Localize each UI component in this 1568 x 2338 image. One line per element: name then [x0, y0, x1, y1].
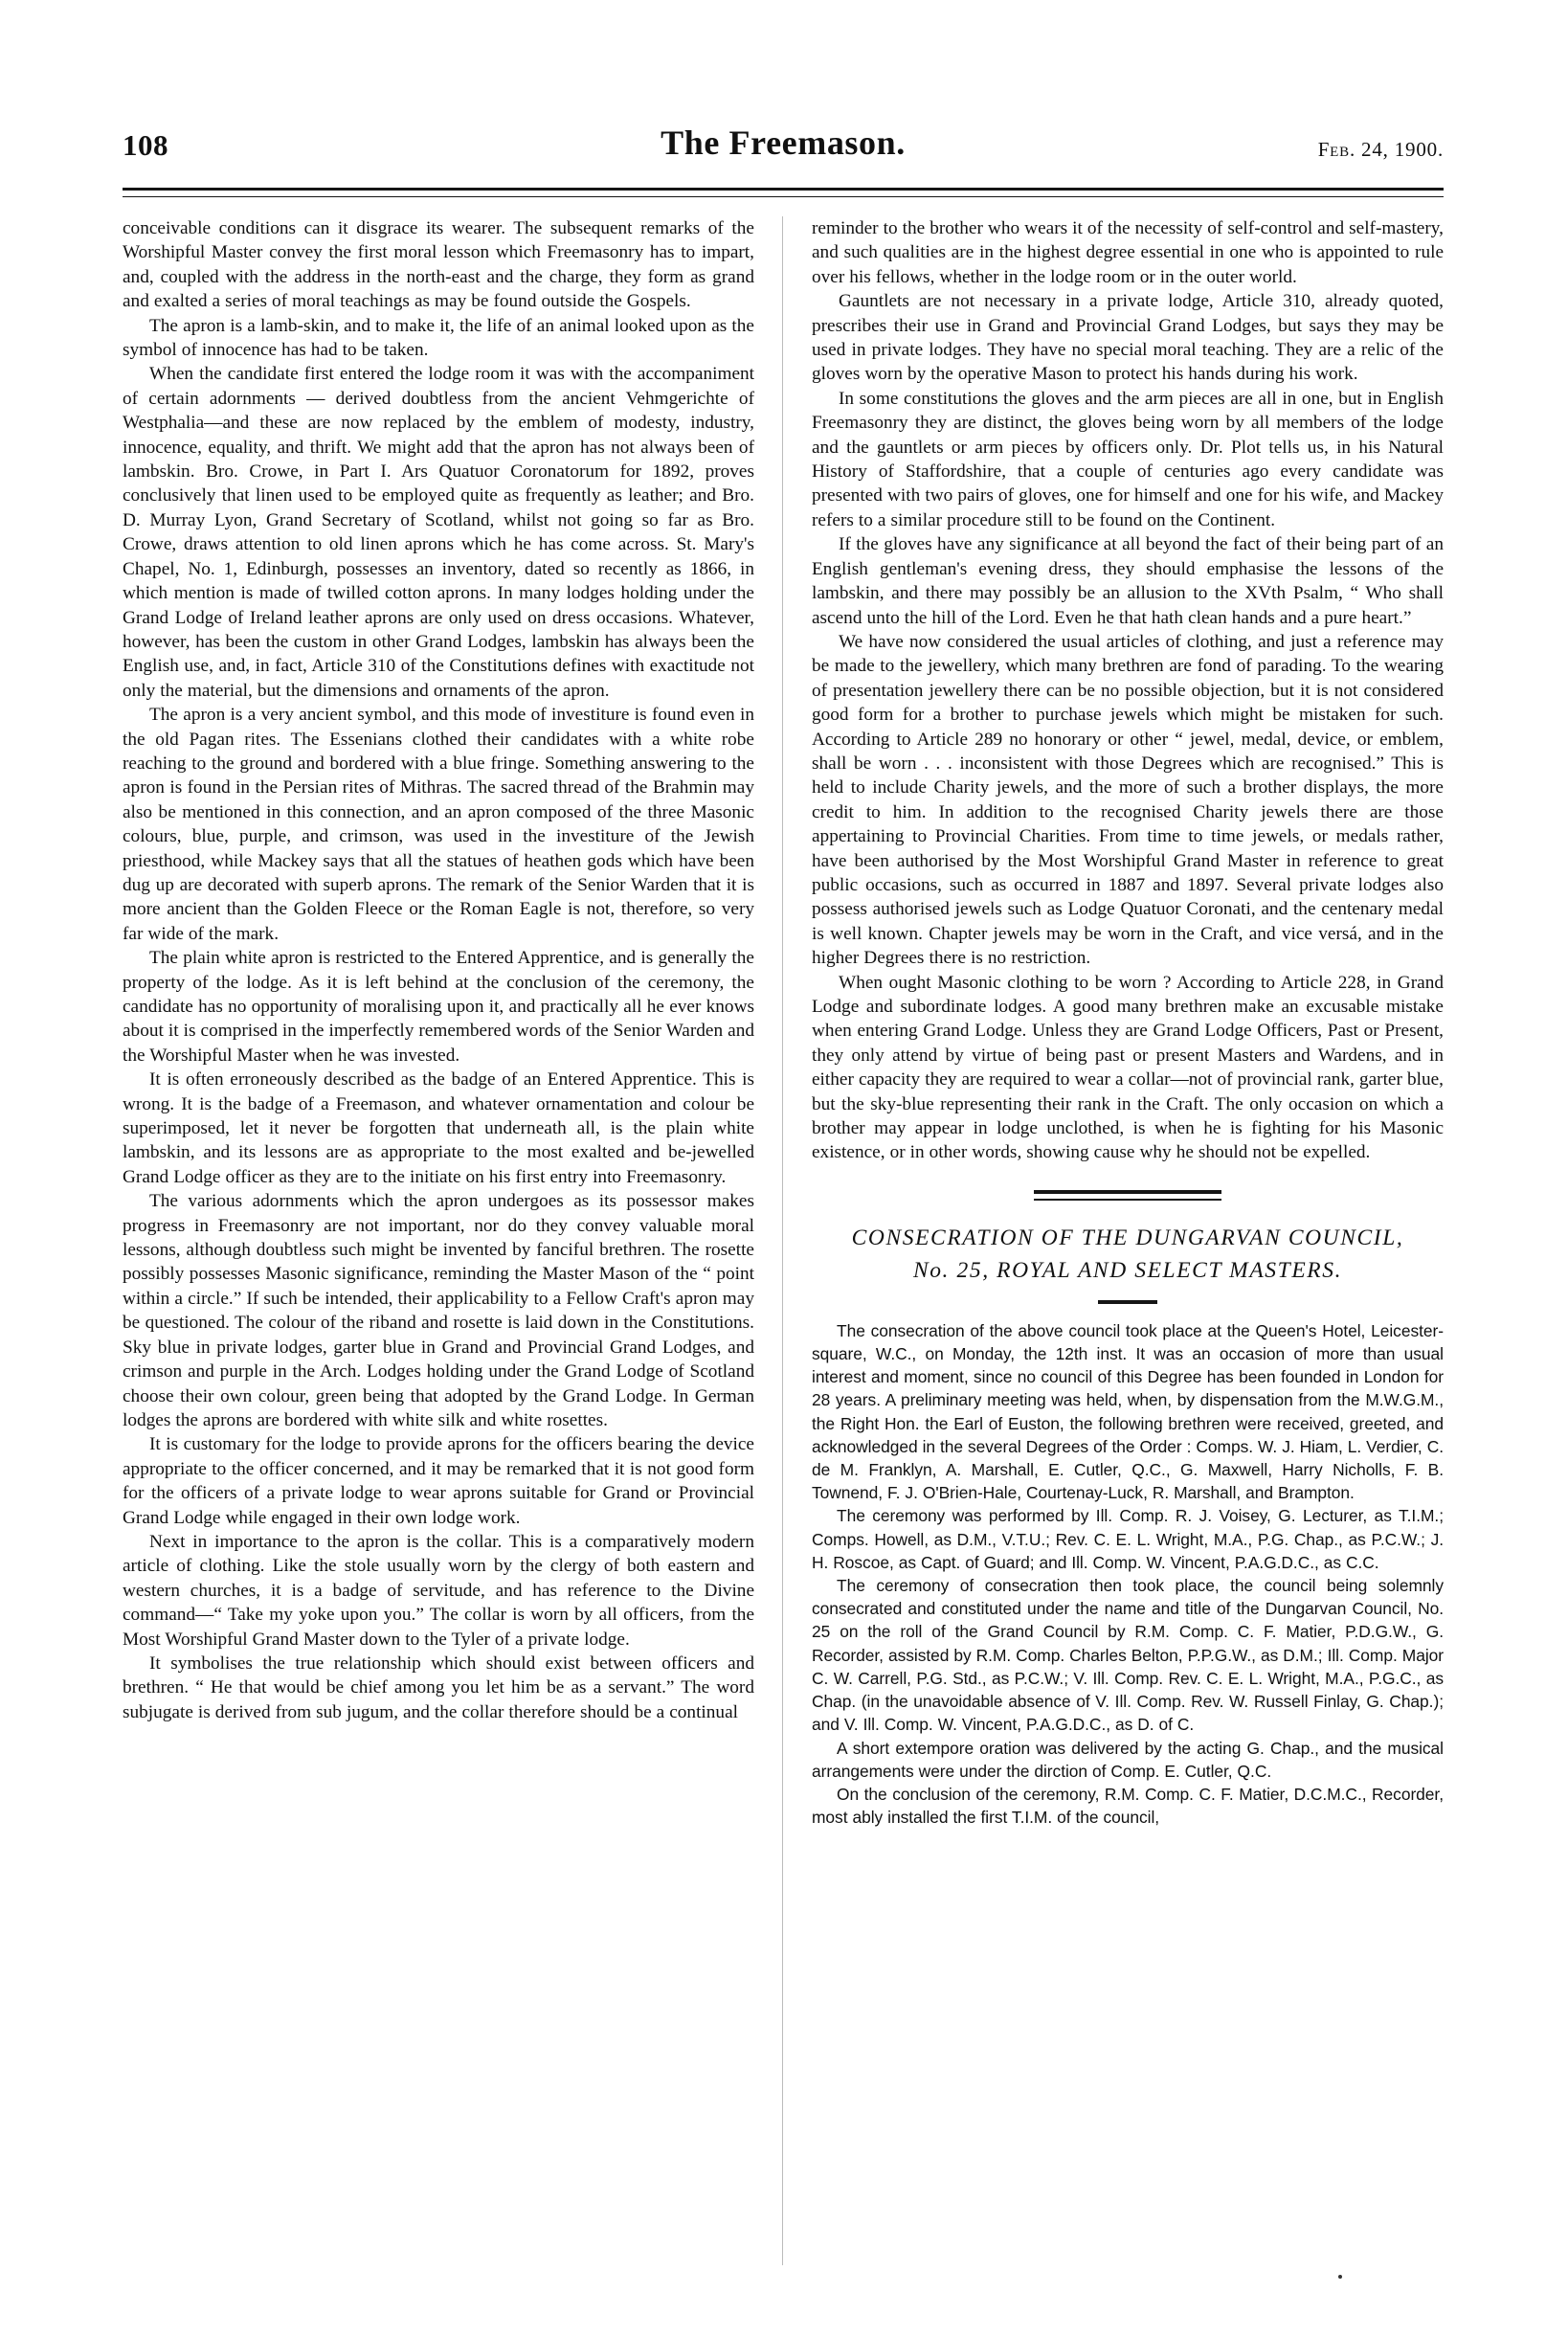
headline-line-1: CONSECRATION OF THE DUNGARVAN COUNCIL, — [851, 1225, 1404, 1250]
paragraph: The consecration of the above council took place at the Queen's Hotel, Leicester-square, W.C., on Monday, the 12th inst. It was an occasion of more than usual interest and moment, since no council of this Degree has been founded in London for 28 years. A preliminary meeting was held, when, by dispensation from the M.W.G.M., the Right Hon. the Earl of Euston, the following brethren were received, greeted, and acknowledged in the several Degrees of the Order : Comps. W. J. Hiam, L. Verdier, C. de M. Franklyn, A. Marshall, E. Cutler, Q.C., G. Maxwell, Harry Nicholls, F. B. Townend, F. J. O'Brien-Hale, Courtenay-Luck, R. Marshall, and Brampton. — [812, 1320, 1444, 1503]
paragraph: If the gloves have any significance at all beyond the fact of their being part of an English gentleman's evening dress, they should emphasise the lessons of the lambskin, and there may possibly be an allusion to the XVth Psalm, “ Who shall ascend unto the hill of the Lord. Even he that hath clean hands and a pure heart.” — [812, 534, 1444, 628]
paragraph: The plain white apron is restricted to the Entered Apprentice, and is generally the property of the lodge. As it is left behind at the conclusion of the ceremony, the candidate has no opportunity of moralising upon it, and practically all he ever knows about it is comprised in the imperfectly remembered words of the Senior Warden and the Worshipful Master when he was invested. — [123, 948, 754, 1066]
paragraph: The apron is a very ancient symbol, and this mode of investiture is found even in the old Pagan rites. The Essenians clothed their candidates with a white robe reaching to the ground and bordered with a blue fringe. Something answering to the apron is found in the Persian rites of Mithras. The sacred thread of the Brahmin may also be mentioned in this connection, and an apron composed of the three Masonic colours, blue, purple, and crimson, was used in the investiture of the Jewish priesthood, while Mackey says that all the statues of heathen gods which have been dug up are decorated with superb aprons. The remark of the Senior Warden that it is more ancient than the Golden Fleece or the Roman Eagle is not, therefore, so very far wide of the mark. — [123, 705, 754, 944]
paragraph: On the conclusion of the ceremony, R.M. Comp. C. F. Matier, D.C.M.C., Recorder, most ably installed the first T.I.M. of the council, — [812, 1784, 1444, 1828]
paragraph: The ceremony was performed by Ill. Comp. R. J. Voisey, G. Lecturer, as T.I.M.; Comps. Howell, as D.M., V.T.U.; Rev. C. E. L. Wright, M.A., P.G. Chap., as P.C.W.; J. H. Roscoe, as Capt. of Guard; and Ill. Comp. W. Vincent, P.A.G.D.C., as C.C. — [812, 1506, 1444, 1572]
paragraph: It is often erroneously described as the badge of an Entered Apprentice. This is wrong. It is the badge of a Freemason, and whatever ornamentation and colour be superimposed, let it never be forgotten that underneath all, is the plain white lambskin, and its lessons are as appropriate to the most exalted and be-jewelled Grand Lodge officer as they are to the initiate on his first entry into Freemasonry. — [123, 1069, 754, 1187]
paragraph: reminder to the brother who wears it of the necessity of self-control and self-mastery, and such qualities are in the highest degree essential in one who is appointed to rule over his fellows, whether in the lodge room or in the outer world. — [812, 218, 1444, 287]
headline-dash-rule — [1098, 1300, 1157, 1304]
paragraph: Next in importance to the apron is the collar. This is a comparatively modern article of clothing. Like the stole usually worn by the clergy of both eastern and western churches, it is a badge of servitude, and has reference to the Divine command—“ Take my yoke upon you.” The collar is worn by all officers, from the Most Worshipful Grand Master down to the Tyler of a private lodge. — [123, 1531, 754, 1650]
column-container — [123, 216, 1444, 2284]
paragraph: A short extempore oration was delivered by the acting G. Chap., and the musical arrangements were under the dirction of Comp. E. Cutler, Q.C. — [812, 1738, 1444, 1781]
paragraph: It is customary for the lodge to provide aprons for the officers bearing the device appropriate to the officer concerned, and it may be remarked that it is not good form for the officers of a private lodge to wear aprons suitable for Grand or Provincial Grand Lodge while engaged in their own lodge work. — [123, 1434, 754, 1528]
paragraph: It symbolises the true relationship which should exist between officers and brethren. “ He that would be chief among you let him be as a servant.” The word subjugate is derived from sub jugum, and the collar therefore should be a continual — [123, 1652, 754, 1722]
footer-mark — [1338, 2275, 1342, 2279]
article-separator-rule — [1034, 1190, 1221, 1201]
paragraph: When the candidate first entered the lodge room it was with the accompaniment of certain adornments — derived doubtless from the ancient Vehmgerichte of Westphalia—and these are now replaced by the emblem of modesty, industry, innocence, equality, and thrift. We might add that the apron has not always been of lambskin. Bro. Crowe, in Part I. Ars Quatuor Coronatorum for 1892, proves conclusively that linen used to be employed quite as frequently as leather; and Bro. D. Murray Lyon, Grand Secretary of Scotland, whilst not going so far as Bro. Crowe, draws attention to old linen aprons which he has come across. St. Mary's Chapel, No. 1, Edinburgh, possesses an inventory, dated so recently as 1866, in which mention is made of twilled cotton aprons. In many lodges holding under the Grand Lodge of Ireland leather aprons are only used on dress occasions. Whatever, however, has been the custom in other Grand Lodges, lambskin has always been the English use, and, in fact, Article 310 of the Constitutions defines with exactitude not only the material, but the dimensions and ornaments of the apron. — [123, 364, 754, 701]
page-number: 108 — [123, 128, 168, 162]
masthead-rule — [123, 188, 1444, 197]
paragraph: When ought Masonic clothing to be worn ? According to Article 228, in Grand Lodge and subordinate lodges. A good many brethren make an excusable mistake when entering Grand Lodge. Unless they are Grand Lodge Officers, Past or Present, they only attend by virtue of being past or present Masters and Wardens, and in either capacity they are required to wear a collar—not of provincial rank, garter blue, but the sky-blue representing their rank in the Craft. The only occasion on which a brother may appear in lodge unclothed, is when he is fighting for his Masonic existence, or in other words, showing cause why he should not be expelled. — [812, 972, 1444, 1163]
headline-line-2: No. 25, ROYAL AND SELECT MASTERS. — [912, 1257, 1343, 1283]
left-column — [123, 216, 754, 2284]
paragraph: The ceremony of consecration then took place, the council being solemnly consecrated and constituted under the name and title of the Dungarvan Council, No. 25 on the roll of the Grand Council by R.M. Comp. C. F. Matier, P.D.G.W., G. Recorder, assisted by R.M. Comp. Charles Belton, P.P.G.W., as D.M.; Ill. Comp. Major C. W. Carrell, P.G. Std., as P.C.W.; V. Ill. Comp. Rev. C. E. L. Wright, M.A., P.G.C., as Chap. (in the unavoidable absence of V. Ill. Comp. Rev. W. Russell Finlay, G. Chap.); and V. Ill. Comp. W. Vincent, P.A.G.D.C., as D. of C. — [812, 1576, 1444, 1735]
paragraph: The apron is a lamb-skin, and to make it, the life of an animal looked upon as the symbol of innocence has had to be taken. — [123, 315, 754, 361]
masthead — [123, 123, 1444, 182]
article-headline — [812, 1222, 1444, 1287]
right-column — [812, 216, 1444, 2284]
paragraph: conceivable conditions can it disgrace its wearer. The subsequent remarks of the Worshipful Master convey the first moral lesson which Freemasonry has to impart, and, coupled with the address in the north-east and the charge, they form as grand and exalted a series of moral teachings as may be found outside the Gospels. — [123, 218, 754, 312]
publication-title: The Freemason. — [661, 124, 906, 162]
paragraph: In some constitutions the gloves and the arm pieces are all in one, but in English Freemasonry they are distinct, the gloves being worn by all members of the lodge and the gauntlets or arm pieces by officers only. Dr. Plot tells us, in his Natural History of Staffordshire, that a couple of centuries ago every candidate was presented with two pairs of gloves, one for himself and one for his wife, and Mackey refers to a similar procedure still to be found on the Continent. — [812, 388, 1444, 530]
paragraph: Gauntlets are not necessary in a private lodge, Article 310, already quoted, prescribes their use in Grand and Provincial Grand Lodges, but says they may be used in private lodges. They have no special moral teaching. They are a relic of the gloves worn by the operative Mason to protect his hands during his work. — [812, 291, 1444, 385]
issue-date: Feb. 24, 1900. — [1317, 138, 1444, 161]
paragraph: The various adornments which the apron undergoes as its possessor makes progress in Freemasonry are not important, nor do they convey valuable moral lessons, although doubtless such might be invented by fanciful brethren. The rosette possibly possesses Masonic significance, reminding the Master Mason of the “ point within a circle.” If such be intended, their applicability to a Fellow Craft's apron may be questioned. The colour of the riband and rosette is laid down in the Constitutions. Sky blue in private lodges, garter blue in Grand and Provincial Grand Lodges, and crimson and purple in the Arch. Lodges holding under the Grand Lodge of Scotland choose their own colour, green being that adopted by the Grand Lodge. In German lodges the aprons are bordered with white silk and white rosettes. — [123, 1191, 754, 1430]
column-divider — [782, 216, 783, 2265]
paragraph: We have now considered the usual articles of clothing, and just a reference may be made to the jewellery, which many brethren are fond of parading. To the wearing of presentation jewellery there can be no possible objection, but it is not considered good form for a brother to purchase jewels which might be mistaken for such. According to Article 289 no honorary or other “ jewel, medal, device, or emblem, shall be worn . . . inconsistent with those Degrees which are recognised.” This is held to include Charity jewels, and the more of such a brother displays, the more credit to him. In addition to the recognised Charity jewels there are those appertaining to Provincial Charities. From time to time jewels, or medals rather, have been authorised by the Most Worshipful Grand Master in reference to great public occasions, such as occurred in 1887 and 1897. Several private lodges also possess authorised jewels such as Lodge Quatuor Coronati, and the centenary medal is well known. Chapter jewels may be worn in the Craft, and vice versá, and in the higher Degrees there is no restriction. — [812, 631, 1444, 969]
